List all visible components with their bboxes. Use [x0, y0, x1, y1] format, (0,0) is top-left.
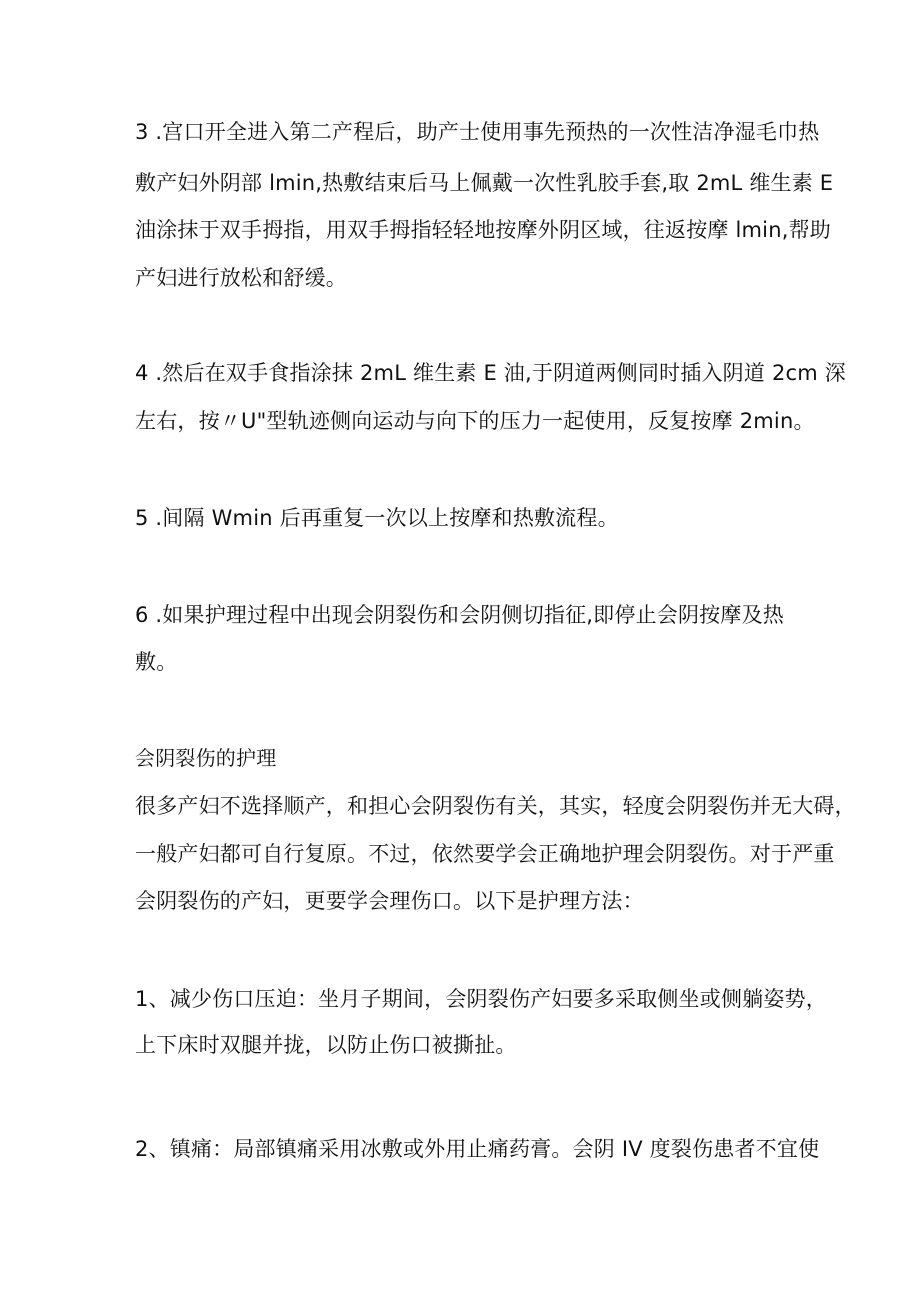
item5-line-1: 5 .间隔 Wmin 后再重复一次以上按摩和热敷流程。: [135, 506, 619, 530]
item6-line-2: 敷。: [135, 650, 178, 674]
item4-line-1: 4 .然后在双手食指涂抹 2mL 维生素 E 油,于阴道两侧同时插入阴道 2cm 深: [135, 361, 846, 385]
care1-line-1: 1、减少伤口压迫：坐月子期间，会阴裂伤产妇要多采取侧坐或侧躺姿势，: [135, 987, 827, 1011]
item3-line-1: 3 .宫口开全进入第二产程后，助产士使用事先预热的一次性洁净湿毛巾热: [135, 120, 820, 144]
care1-line-2: 上下床时双腿并拢，以防止伤口被撕扯。: [135, 1033, 517, 1057]
section-intro-line-1: 很多产妇不选择顺产，和担心会阴裂伤有关，其实，轻度会阴裂伤并无大碍，: [135, 794, 856, 818]
item3-line-3: 油涂抹于双手拇指，用双手拇指轻轻地按摩外阴区域，往返按摩 lmin,帮助: [135, 218, 831, 242]
item6-line-1: 6 .如果护理过程中出现会阴裂伤和会阴侧切指征,即停止会阴按摩及热: [135, 603, 784, 627]
item3-line-4: 产妇进行放松和舒缓。: [135, 266, 347, 290]
care2-line-1: 2、镇痛：局部镇痛采用冰敷或外用止痛药膏。会阴 IV 度裂伤患者不宜使: [135, 1137, 820, 1161]
section-intro-line-3: 会阴裂伤的产妇，更要学会理伤口。以下是护理方法：: [135, 889, 644, 913]
section-heading: 会阴裂伤的护理: [135, 746, 277, 770]
section-intro-line-2: 一般产妇都可自行复原。不过，依然要学会正确地护理会阴裂伤。对于严重: [135, 842, 835, 866]
item3-line-2: 敷产妇外阴部 lmin,热敷结束后马上佩戴一次性乳胶手套,取 2mL 维生素 E: [135, 171, 834, 195]
item4-line-2: 左右，按〃U"型轨迹侧向运动与向下的压力一起使用，反复按摩 2min。: [135, 409, 815, 433]
